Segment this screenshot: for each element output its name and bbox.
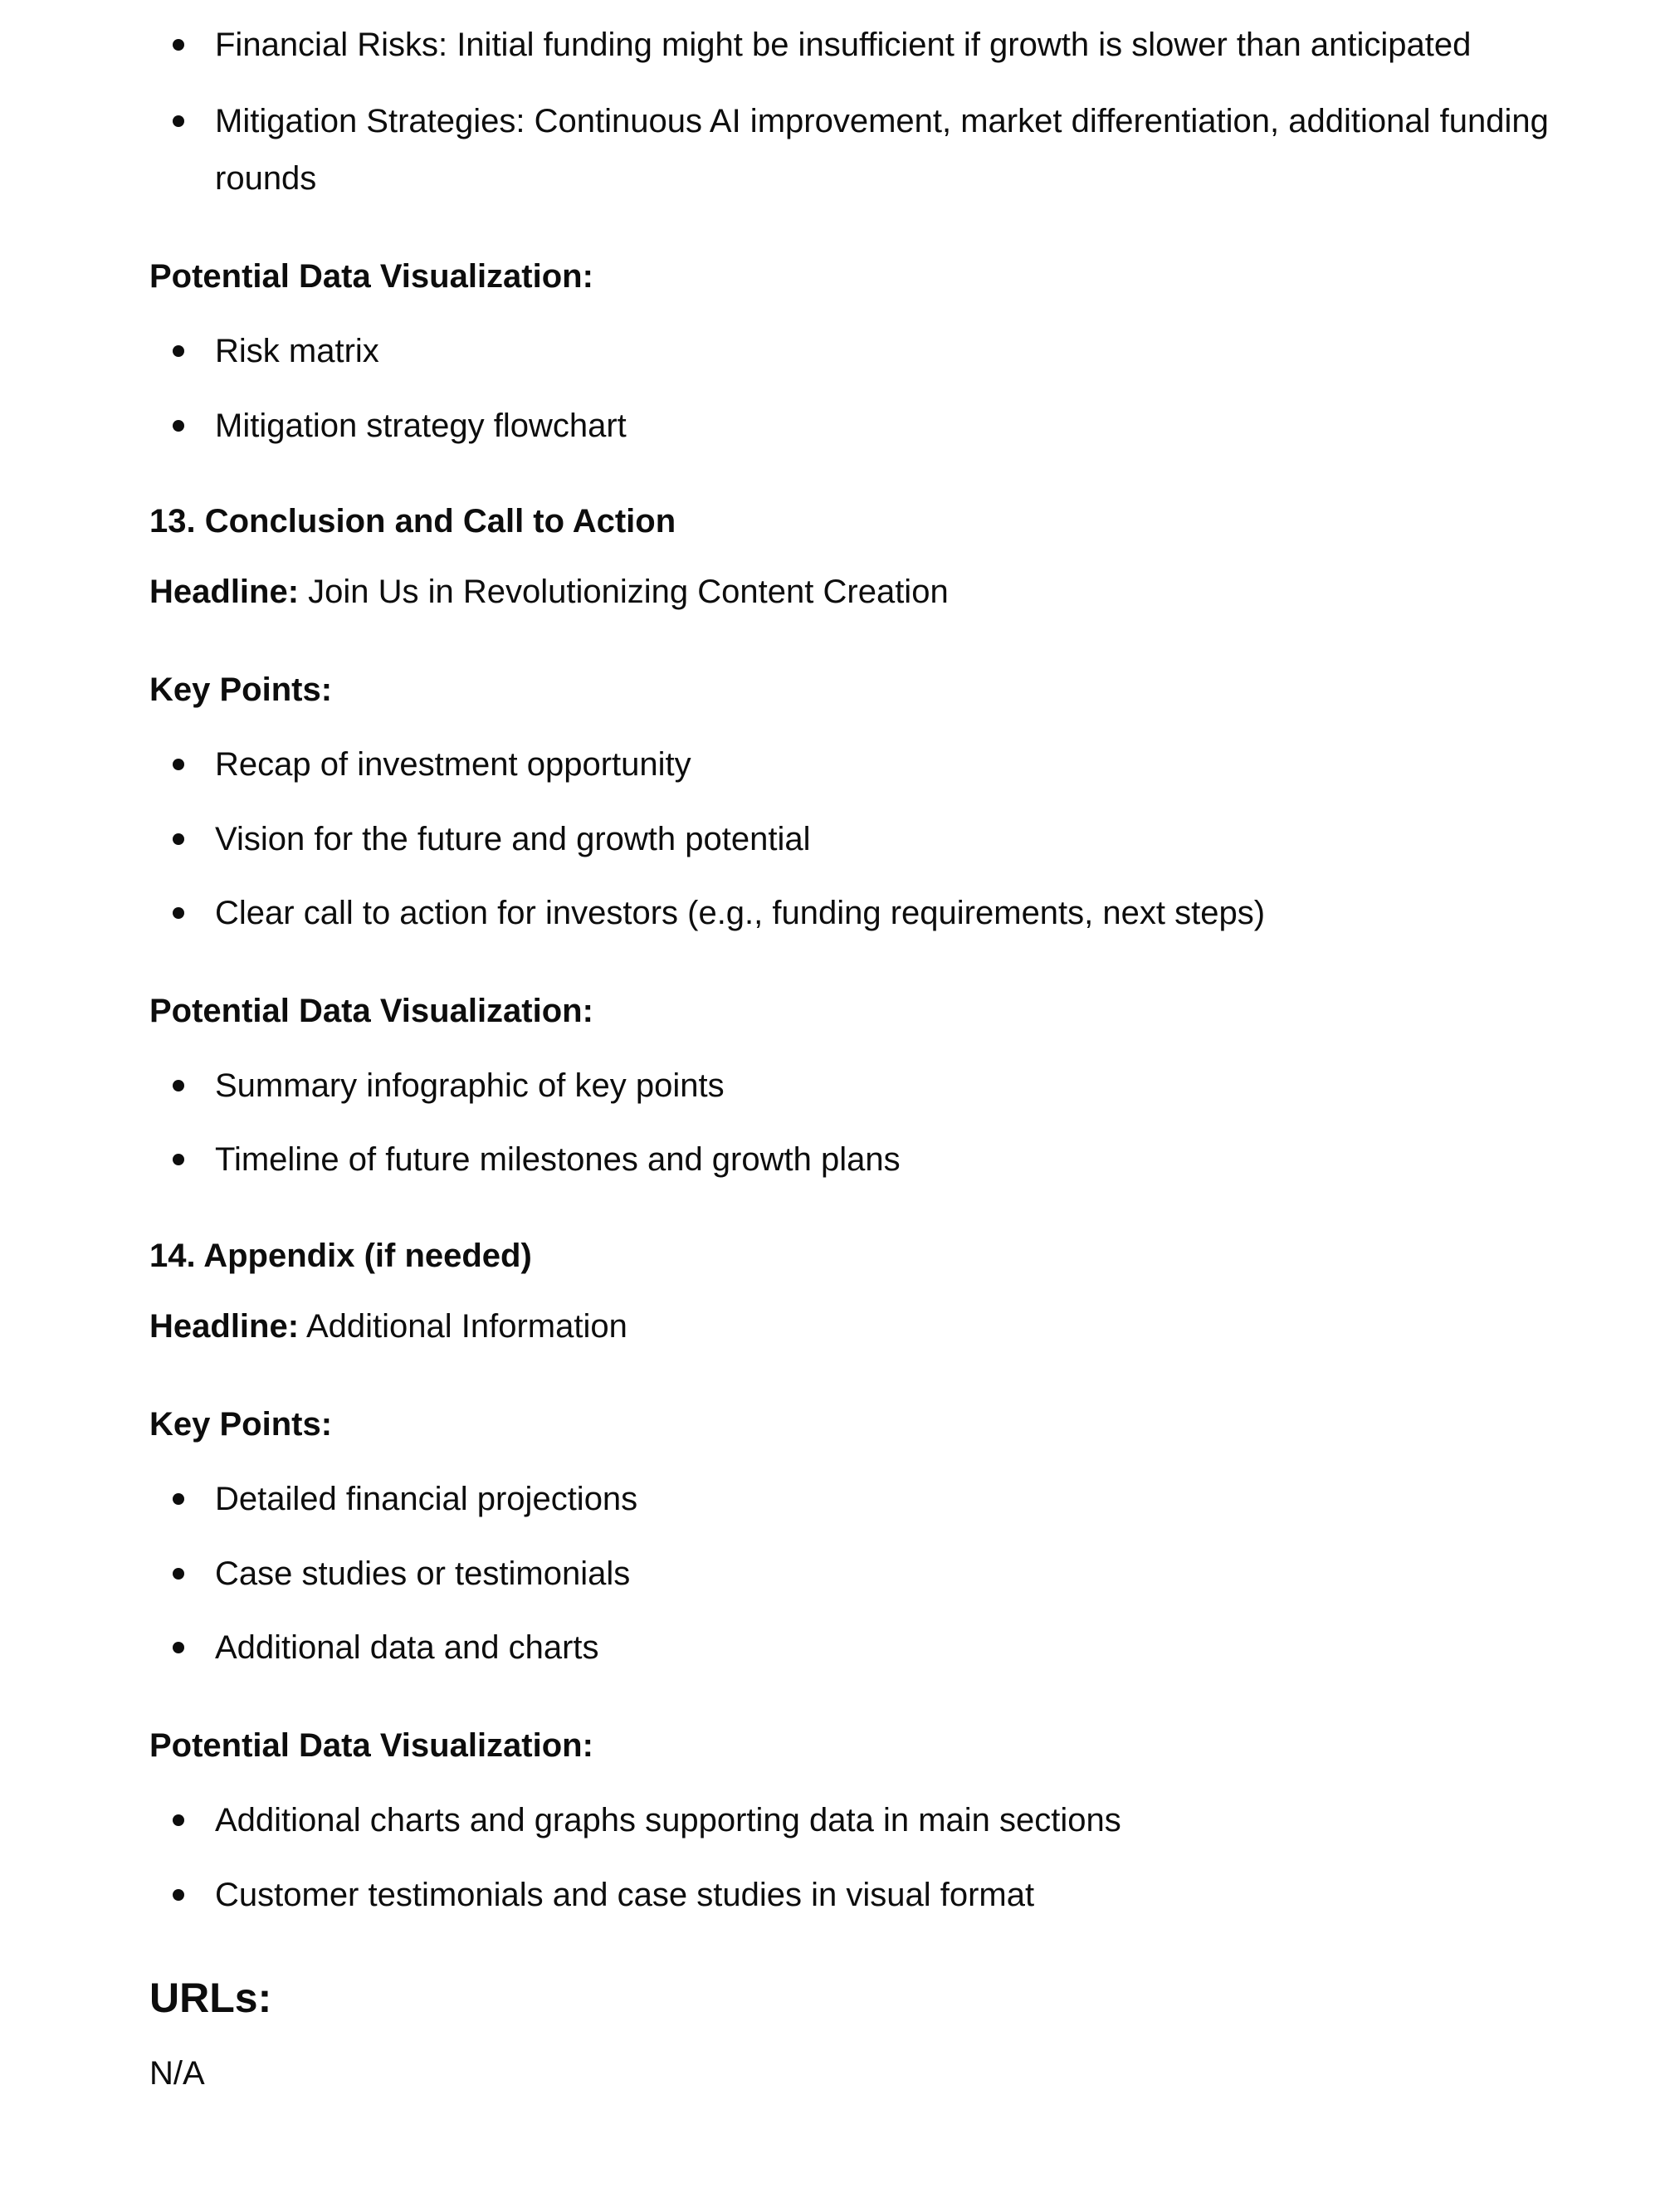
list-item: Recap of investment opportunity [149, 736, 1594, 793]
list-item: Financial Risks: Initial funding might be insufficient if growth is slower than anticipated [149, 17, 1594, 74]
headline-text: Additional Information [299, 1308, 627, 1345]
viz-label: Potential Data Visualization: [149, 258, 593, 295]
list-item: Mitigation strategy flowchart [149, 398, 1594, 455]
bullet-icon [173, 420, 184, 432]
urls-heading: URLs: [149, 1975, 272, 2021]
headline-label: Headline: [149, 1308, 300, 1345]
list-item: Timeline of future milestones and growth plans [149, 1131, 1594, 1189]
bullet-icon [173, 1889, 184, 1901]
key-points-label: Key Points: [149, 671, 333, 708]
bullet-icon [173, 759, 184, 770]
section-title: 14. Appendix (if needed) [149, 1238, 532, 1274]
urls-value: N/A [149, 2055, 205, 2092]
viz-label: Potential Data Visualization: [149, 1727, 593, 1764]
bullet-icon [173, 1154, 184, 1165]
list-item: Case studies or testimonials [149, 1545, 1594, 1603]
headline-line [149, 1303, 627, 1350]
bullet-icon [173, 907, 184, 919]
list-item: Detailed financial projections [149, 1471, 1594, 1528]
headline-label: Headline: [149, 574, 300, 610]
bullet-icon [173, 1568, 184, 1580]
key-points-label: Key Points: [149, 1406, 333, 1443]
bullet-icon [173, 345, 184, 357]
headline-line [149, 569, 949, 615]
bullet-icon [173, 1642, 184, 1653]
bullet-icon [173, 1493, 184, 1505]
bullet-icon [173, 1814, 184, 1826]
list-item: Clear call to action for investors (e.g., funding requirements, next steps) [149, 885, 1594, 942]
viz-label: Potential Data Visualization: [149, 993, 593, 1029]
list-item: Additional charts and graphs supporting data in main sections [149, 1792, 1594, 1849]
bullet-icon [173, 833, 184, 845]
list-item: Risk matrix [149, 323, 1594, 380]
list-item: Additional data and charts [149, 1619, 1594, 1677]
list-item: Customer testimonials and case studies in visual format [149, 1867, 1594, 1924]
list-item: Summary infographic of key points [149, 1057, 1594, 1115]
headline-text: Join Us in Revolutionizing Content Creation [299, 574, 949, 610]
bullet-icon [173, 115, 184, 127]
list-item: Mitigation Strategies: Continuous AI improvement, market differentiation, additional funding rounds [149, 93, 1594, 208]
bullet-icon [173, 1080, 184, 1091]
list-item: Vision for the future and growth potential [149, 811, 1594, 868]
bullet-icon [173, 39, 184, 51]
section-title: 13. Conclusion and Call to Action [149, 503, 676, 540]
